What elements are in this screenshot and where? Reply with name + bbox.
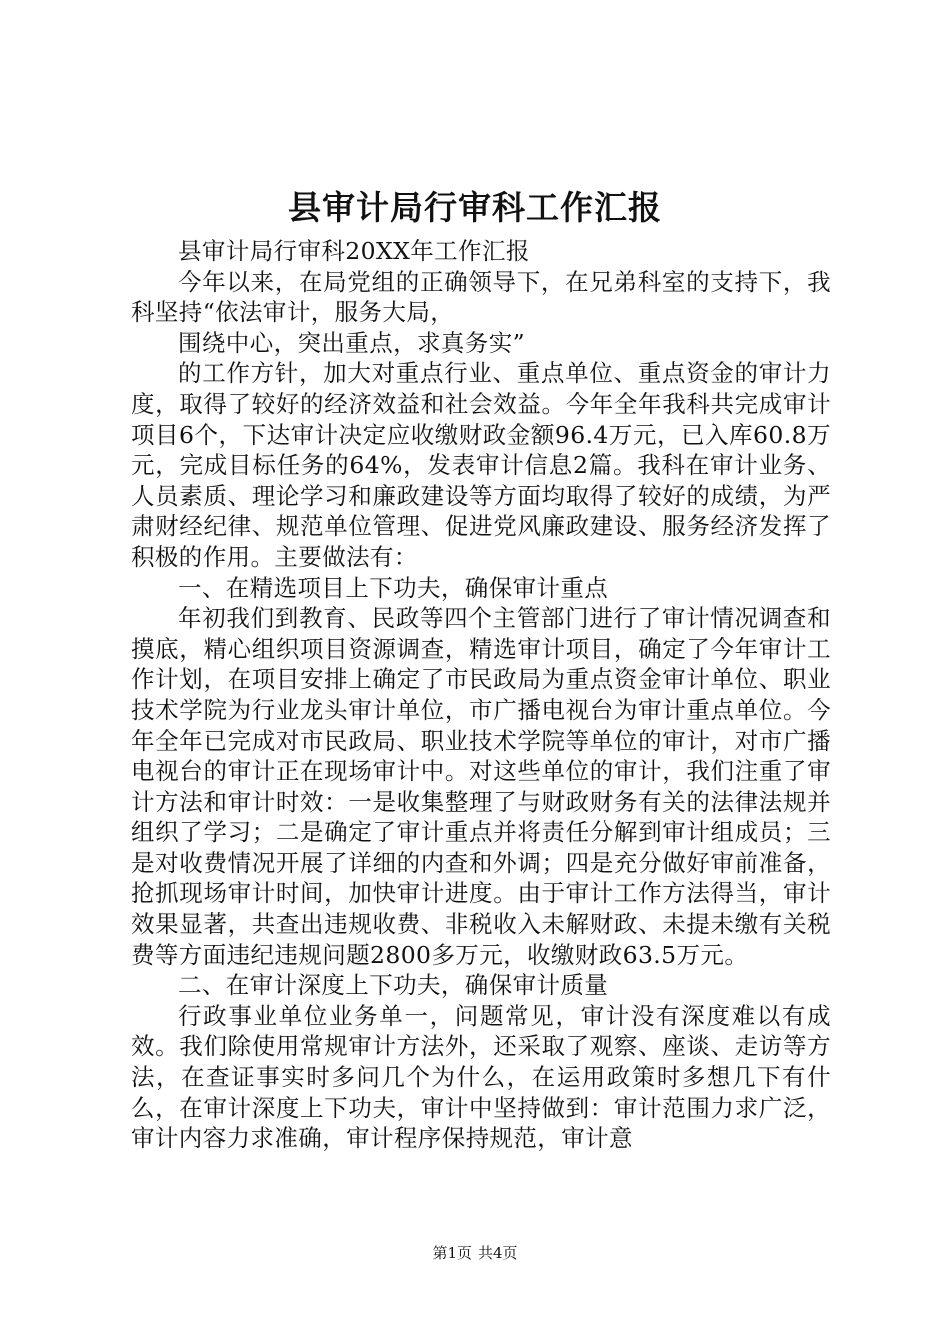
paragraph-subtitle: 县审计局行审科20XX年工作汇报: [178, 237, 530, 265]
section-heading-2: 二、在审计深度上下功夫，确保审计质量: [178, 971, 609, 1000]
paragraph-summary: 的工作方针，加大对重点行业、重点单位、重点资金的审计力度，取得了较好的经济效益和社会效益。今年全年我科共完成审计项目6个，下达审计决定应收缴财政金额96.4万元，已入库60.8万元，完成目标任务的64%，发表审计信息2篇。我科在审计业务、人员素质、理论学习和廉政建设等方面均取得了较好的成绩，为严肃财经纪律、规范单位管理、促进党风廉政建设、服务经济发挥了积极的作用。主要做法有：: [131, 359, 831, 571]
document-body: [131, 236, 831, 1154]
paragraph-section-1: 年初我们到教育、民政等四个主管部门进行了审计情况调查和摸底，精心组织项目资源调查，精选审计项目，确定了今年审计工作计划，在项目安排上确定了市民政局为重点资金审计单位、职业技术学院为行业龙头审计单位，市广播电视台为审计重点单位。今年全年已完成对市民政局、职业技术学院等单位的审计，对市广播电视台的审计正在现场审计中。对这些单位的审计，我们注重了审计方法和审计时效：一是收集整理了与财政财务有关的法律法规并组织了学习；二是确定了审计重点并将责任分解到审计组成员；三是对收费情况开展了详细的内查和外调；四是充分做好审前准备，抢抓现场审计时间，加快审计进度。由于审计工作方法得当，审计效果显著，共查出违规收费、非税收入未解财政、未提未缴有关税费等方面违纪违规问题2800多万元，收缴财政63.5万元。: [131, 604, 831, 969]
document-title: 县审计局行审科工作汇报: [288, 188, 662, 227]
paragraph-section-2: 行政事业单位业务单一，问题常见，审计没有深度难以有成效。我们除使用常规审计方法外，还采取了观察、座谈、走访等方法，在查证事实时多问几个为什么，在运用政策时多想几下有什么，在审计深度上下功夫，审计中坚持做到：审计范围力求广泛，审计内容力求准确，审计程序保持规范，审计意: [131, 1001, 831, 1153]
paragraph-motto: 围绕中心，突出重点，求真务实”: [178, 328, 526, 357]
section-heading-1: 一、在精选项目上下功夫，确保审计重点: [178, 573, 609, 602]
paragraph-intro: 今年以来，在局党组的正确领导下，在兄弟科室的支持下，我科坚持“依法审计，服务大局，: [131, 267, 831, 327]
page-number: 第1页: [432, 1244, 472, 1262]
page-footer: [0, 1242, 950, 1264]
page-total: 共4页: [478, 1244, 518, 1262]
